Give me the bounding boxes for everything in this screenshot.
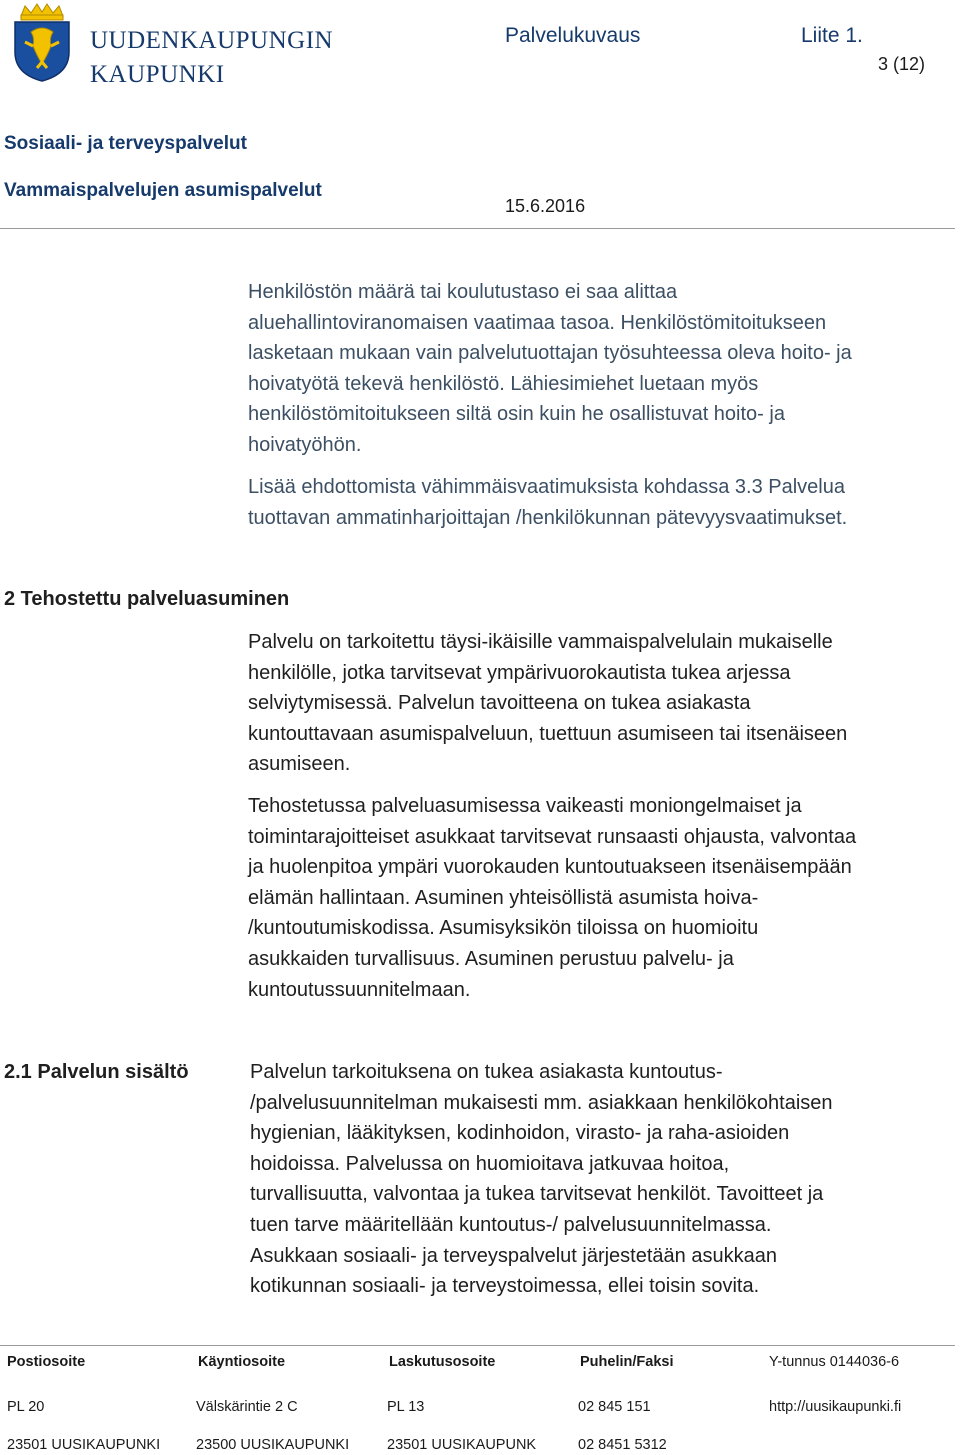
city-name xyxy=(90,24,333,92)
page-number: 3 (12) xyxy=(878,54,926,74)
text-line: hoivatyöhön. xyxy=(248,433,362,456)
text-line: Palvelu on tarkoitettu täysi-ikäisille vammaispalvelulain mukaiselle xyxy=(248,631,833,653)
footer-heading: Laskutusosoite xyxy=(389,1354,496,1370)
footer-billing-box: PL 13 xyxy=(387,1399,425,1415)
text-line: selviytymisessä. Palvelun tavoitteena on tukea asiakasta xyxy=(248,692,751,715)
footer-column-phone xyxy=(580,1354,673,1370)
section-2-1-heading: 2.1 Palvelun sisältö xyxy=(4,1061,189,1083)
footer-postal-box: PL 20 xyxy=(7,1399,45,1415)
text-line: kuntoutussuunnitelmaan. xyxy=(248,978,471,1001)
text-line: asumiseen. xyxy=(248,753,351,776)
unit-title: Vammaispalvelujen asumispalvelut xyxy=(4,180,322,201)
text-line: Tehostetussa palveluasumisessa vaikeasti moniongelmaiset ja xyxy=(248,795,802,817)
intro-paragraph-2 xyxy=(248,472,847,533)
text-line: hoidoissa. Palvelussa on huomioitava jatkuvaa hoitoa, xyxy=(250,1152,730,1175)
footer-column-billing xyxy=(389,1354,495,1370)
text-line: hygienian, lääkityksen, kodinhoidon, virasto- ja raha-asioiden xyxy=(250,1122,790,1145)
footer-street-address: Välskärintie 2 C xyxy=(196,1399,298,1415)
text-line: /palvelusuunnitelman mukaisesti mm. asiakkaan henkilökohtaisen xyxy=(250,1091,833,1114)
text-line: aluehallintoviranomaisen vaatimaa tasoa. Henkilöstömitoitukseen xyxy=(248,311,827,334)
business-id: Y-tunnus 0144036-6 xyxy=(769,1354,900,1370)
text-line: /kuntoutumiskodissa. Asumisyksikön tiloissa on huomioitu xyxy=(248,917,759,940)
footer-divider xyxy=(0,1345,955,1346)
attachment-label: Liite 1. xyxy=(801,24,863,47)
text-line: toimintarajoitteiset asukkaat tarvitsevat runsaasti ohjausta, valvontaa xyxy=(248,825,857,848)
document-type: Palvelukuvaus xyxy=(505,24,641,47)
footer-fax: 02 8451 5312 xyxy=(578,1437,667,1453)
text-line: henkilölle, jotka tarvitsevat ympärivuorokautista tukea arjessa xyxy=(248,661,791,684)
text-line: Lisää ehdottomista vähimmäisvaatimuksista kohdassa 3.3 Palvelua xyxy=(248,476,845,498)
text-line: turvallisuutta, valvontaa ja tukea tarvitsevat henkilöt. Tavoitteet ja xyxy=(250,1183,824,1206)
text-line: tuen tarve määritellään kuntoutus-/ palvelusuunnitelmassa. xyxy=(250,1213,772,1236)
coat-of-arms-icon xyxy=(9,2,75,82)
text-line: asukkaiden turvallisuus. Asuminen perustuu palvelu- ja xyxy=(248,947,734,970)
intro-paragraph-1 xyxy=(248,277,852,461)
text-line: kotikunnan sosiaali- ja terveystoimessa, ellei toisin sovita. xyxy=(250,1275,760,1298)
footer-visiting-city: 23500 UUSIKAUPUNKI xyxy=(196,1437,350,1453)
department-title: Sosiaali- ja terveyspalvelut xyxy=(4,133,247,154)
city-name-line2: KAUPUNKI xyxy=(90,61,225,88)
section-2-heading: 2 Tehostettu palveluasuminen xyxy=(4,588,290,610)
document-date: 15.6.2016 xyxy=(505,196,586,216)
footer-phone: 02 845 151 xyxy=(578,1399,651,1415)
text-line: Palvelun tarkoituksena on tukea asiakasta kuntoutus- xyxy=(250,1061,723,1083)
footer-website-link[interactable]: http://uusikaupunki.fi xyxy=(769,1399,902,1415)
footer-billing-city: 23501 UUSIKAUPUNK xyxy=(387,1437,537,1453)
header-divider xyxy=(0,228,955,229)
footer-column-business-id xyxy=(769,1354,899,1370)
section-2-1-paragraph xyxy=(250,1057,833,1302)
text-line: Henkilöstön määrä tai koulutustaso ei saa alittaa xyxy=(248,281,678,303)
text-line: tuottavan ammatinharjoittajan /henkilökunnan pätevyysvaatimukset. xyxy=(248,506,848,529)
text-line: henkilöstömitoitukseen siltä osin kuin he osallistuvat hoito- ja xyxy=(248,403,785,426)
text-line: elämän hallintaan. Asuminen yhteisöllistä asumista hoiva- xyxy=(248,886,759,909)
footer-heading: Käyntiosoite xyxy=(198,1354,286,1370)
footer-column-visiting xyxy=(198,1354,285,1370)
text-line: lasketaan mukaan vain palvelutuottajan työsuhteessa oleva hoito- ja xyxy=(248,342,852,365)
text-line: ja huolenpitoa ympäri vuorokauden kuntoutuakseen itsenäisempään xyxy=(248,856,852,879)
footer-heading: Puhelin/Faksi xyxy=(580,1354,674,1370)
text-line: Asukkaan sosiaali- ja terveyspalvelut järjestetään asukkaan xyxy=(250,1244,777,1267)
footer-postal-city: 23501 UUSIKAUPUNKI xyxy=(7,1437,161,1453)
section-2-paragraph-2 xyxy=(248,791,856,1005)
city-name-line1: UUDENKAUPUNGIN xyxy=(90,27,334,54)
footer-heading: Postiosoite xyxy=(7,1354,86,1370)
text-line: kuntouttavaan asumispalveluun, tuettuun asumiseen tai itsenäiseen xyxy=(248,722,848,745)
section-2-paragraph-1 xyxy=(248,627,847,780)
text-line: hoivatyötä tekevä henkilöstö. Lähiesimiehet luetaan myös xyxy=(248,372,759,395)
footer-column-postal xyxy=(7,1354,85,1370)
